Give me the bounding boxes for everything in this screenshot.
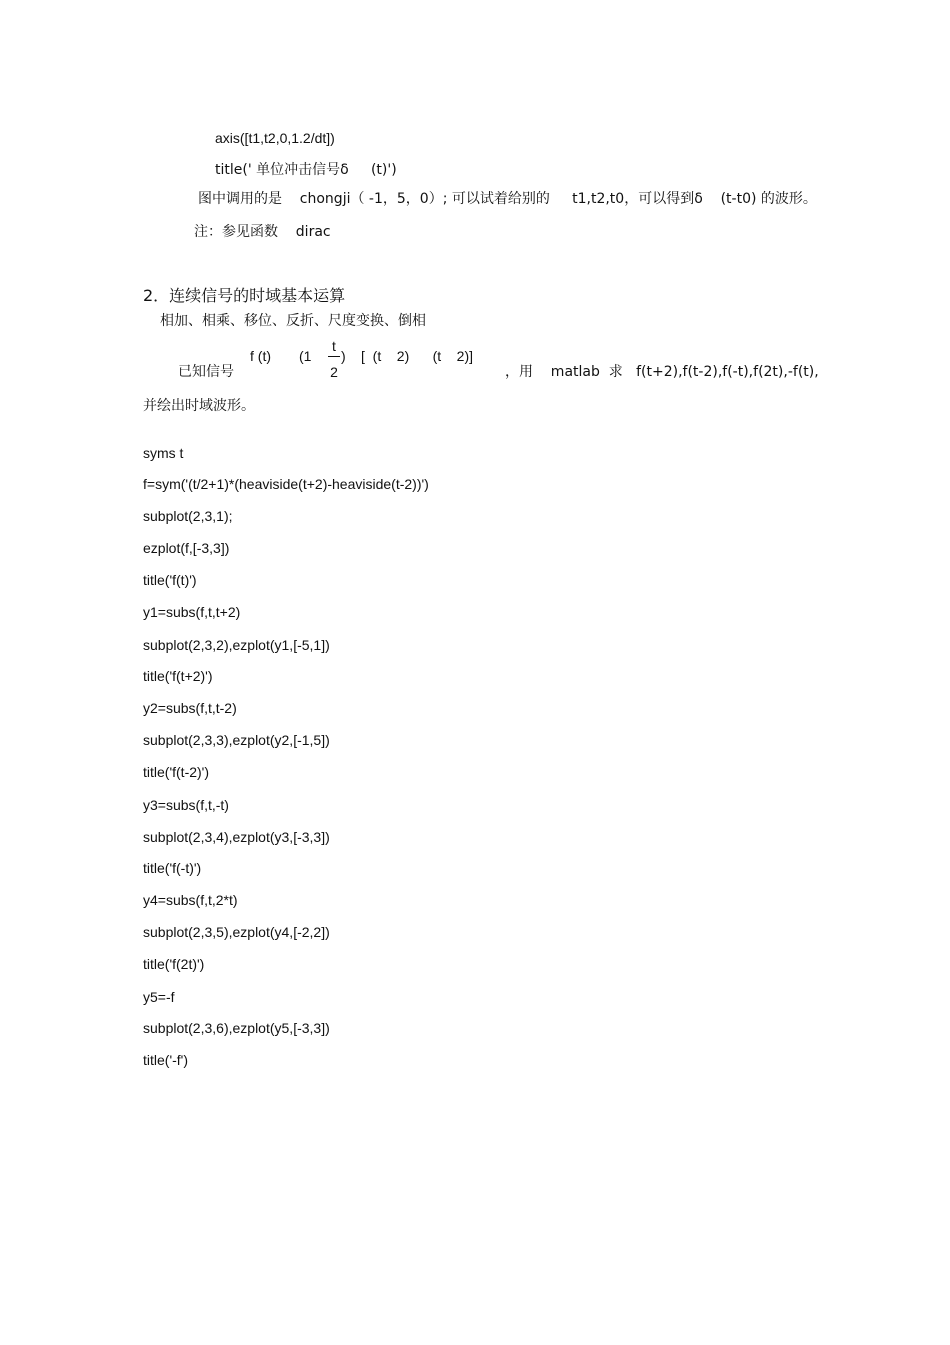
code-line: subplot(2,3,4),ezplot(y3,[-3,3]) <box>143 829 330 845</box>
code-title-line: title(' 单位冲击信号δ (t)') <box>215 162 397 178</box>
formula-frac-numerator: t <box>332 338 336 354</box>
code-line: y5=-f <box>143 989 175 1005</box>
note-ref-line: 注：参见函数 dirac <box>194 224 331 240</box>
formula-lhs: f (t) <box>250 348 271 364</box>
code-line: f=sym('(t/2+1)*(heaviside(t+2)-heaviside(t-2))') <box>143 476 429 492</box>
code-line: title('f(2t)') <box>143 956 205 972</box>
code-line: y1=subs(f,t,t+2) <box>143 604 241 620</box>
code-line: y3=subs(f,t,-t) <box>143 797 229 813</box>
code-line: syms t <box>143 445 184 461</box>
code-line: subplot(2,3,2),ezplot(y1,[-5,1]) <box>143 637 330 653</box>
task-line: ，用 matlab 求 f(t+2),f(t-2),f(-t),f(2t),-f(t), <box>505 364 819 380</box>
section-subheading: 相加、相乘、移位、反折、尺度变换、倒相 <box>160 313 426 329</box>
formula-frac-bar <box>328 356 340 357</box>
code-axis-line: axis([t1,t2,0,1.2/dt]) <box>215 130 335 146</box>
given-signal-label: 已知信号 <box>178 364 234 380</box>
code-line: subplot(2,3,5),ezplot(y4,[-2,2]) <box>143 924 330 940</box>
code-line: title('f(t-2)') <box>143 764 210 780</box>
code-line: subplot(2,3,1); <box>143 508 233 524</box>
code-line: subplot(2,3,6),ezplot(y5,[-3,3]) <box>143 1020 330 1036</box>
formula-close: ) <box>341 348 346 364</box>
code-line: title('f(t)') <box>143 572 197 588</box>
code-line: y2=subs(f,t,t-2) <box>143 700 237 716</box>
code-line: title('f(-t)') <box>143 860 202 876</box>
section-heading: 2．连续信号的时域基本运算 <box>143 286 346 305</box>
code-line: ezplot(f,[-3,3]) <box>143 540 230 556</box>
code-line: title('-f') <box>143 1052 189 1068</box>
code-line: subplot(2,3,3),ezplot(y2,[-1,5]) <box>143 732 330 748</box>
code-line: y4=subs(f,t,2*t) <box>143 892 238 908</box>
formula-frac-denominator: 2 <box>330 364 338 380</box>
formula-open: (1 <box>299 348 312 364</box>
task-line-2: 并绘出时域波形。 <box>143 398 255 414</box>
note-call-line: 图中调用的是 chongji（ -1，5，0）; 可以试着给别的 t1,t2,t0，可以得到δ (t-t0) 的波形。 <box>198 191 817 207</box>
code-line: title('f(t+2)') <box>143 668 213 684</box>
formula-bracket: [ (t 2) (t 2)] <box>361 348 474 364</box>
